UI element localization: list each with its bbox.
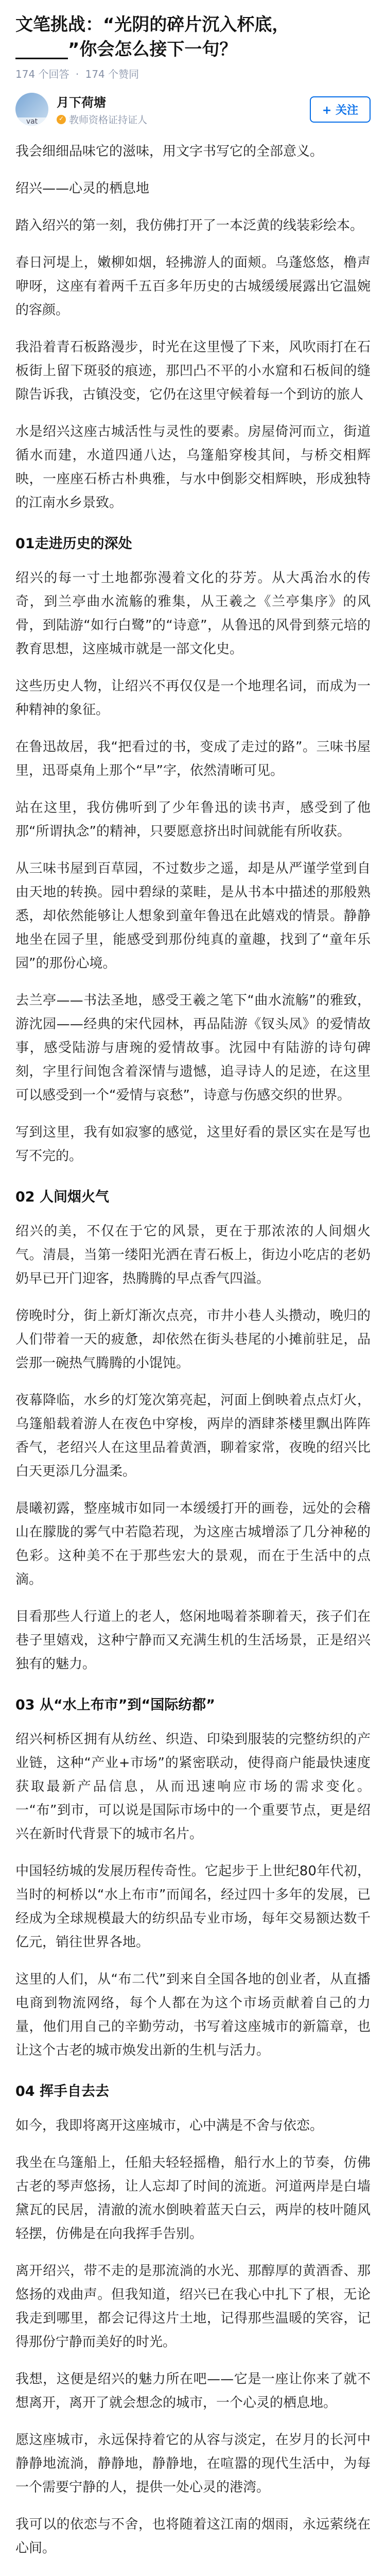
content-paragraph: 水是绍兴这座古城活性与灵性的要素。房屋倚河而立，街道循水而建，水道四通八达，乌篷船穿梭其间，与桥交相辉映，一座座石桥古朴典雅，与水中倒影交相辉映，形成独特的江南水乡景致。: [15, 424, 371, 511]
answer-count: 174 个赞同: [85, 68, 139, 80]
author-info: [57, 92, 310, 126]
content-paragraph: 绍兴的每一寸土地都弥漫着文化的芬芳。从大禹治水的传奇，到兰亭曲水流觞的雅集，从王羲之《兰亭集序》的风骨，到陆游“如行白鹭”的“诗意”，从鲁迅的风骨到蔡元培的教育思想，这座城市就是一部文化史。: [15, 570, 371, 657]
avatar[interactable]: [15, 93, 48, 126]
content-paragraph: 这些历史人物，让绍兴不再仅仅是一个地理名词，而成为一种精神的象征。: [15, 679, 371, 718]
content-paragraph: 在鲁迅故居，我“把看过的书，变成了走过的路”。三味书屋里，迅哥桌角上那个“早”字，依然清晰可见。: [15, 739, 371, 778]
avatar-caption: vat: [15, 117, 48, 126]
question-meta: [15, 66, 371, 81]
content-paragraph: 从三味书屋到百草园，不过数步之遥，却是从严谨学堂到自由天地的转换。园中碧绿的菜畦，是从书本中描述的那般熟悉，却依然能够让人想象到童年鲁迅在此嬉戏的情景。静静地坐在园子里，能感受到那份纯真的童趣，找到了“童年乐园”的那份心境。: [15, 861, 371, 971]
meta-separator: ·: [75, 68, 79, 80]
content-paragraph: 绍兴柯桥区拥有从纺丝、织造、印染到服装的完整纺织的产业链，这种“产业+市场”的紧密联动，使得商户能最快速度获取最新产品信息，从而迅速响应市场的需求变化。一“布”到市，可以说是国际市场中的一个重要节点，更是绍兴在新时代背景下的城市名片。: [15, 1732, 371, 1842]
section-heading: 01走进历史的深处: [15, 536, 132, 552]
content-paragraph: 我会细细品味它的滋味，用文字书写它的全部意义。: [15, 144, 324, 159]
content-paragraph: 写到这里，我有如寂寥的感觉，这里好看的景区实在是写也写不完的。: [15, 1125, 371, 1164]
content-paragraph: 绍兴——心灵的栖息地: [15, 181, 150, 196]
content-paragraph: 绍兴的美，不仅在于它的风景，更在于那浓浓的人间烟火气。清晨，当第一缕阳光洒在青石板上，街边小吃店的老奶奶早已开门迎客，热腾腾的早点香气四溢。: [15, 1224, 371, 1286]
content-paragraph: 傍晚时分，街上新灯渐次点亮，市井小巷人头攒动，晚归的人们带着一天的疲惫，却依然在街头巷尾的小摊前驻足，品尝那一碗热气腾腾的小馄饨。: [15, 1308, 371, 1371]
content-paragraph: 我可以的依恋与不舍，也将随着这江南的烟雨，永远萦绕在心间。: [15, 2517, 371, 2556]
content-paragraph: 离开绍兴，带不走的是那流淌的水光、那醇厚的黄酒香、那悠扬的戏曲声。但我知道，绍兴已在我心中扎下了根，无论我走到哪里，都会记得这片土地，记得那些温暖的笑容，记得那份宁静而美好的时光。: [15, 2263, 371, 2350]
content-paragraph: 站在这里，我仿佛听到了少年鲁迅的读书声，感受到了他那“所谓执念”的精神，只要愿意挤出时间就能有所收获。: [15, 800, 371, 839]
section-heading: 02 人间烟火气: [15, 1189, 109, 1205]
question-title[interactable]: 文笔挑战：“光阴的碎片沉入杯底，______”你会怎么接下一句？: [15, 14, 290, 60]
section-heading: 04 挥手自去去: [15, 2083, 109, 2099]
content-paragraph: 这里的人们，从“布二代”到来自全国各地的创业者，从直播电商到物流网络，每个人都在为这个市场贡献着自己的力量，他们用自己的辛勤劳动，书写着这座城市的新篇章，也让这个古老的城市焕发出新的生机与活力。: [15, 1972, 371, 2058]
follow-count: 174 个回答: [15, 68, 69, 80]
content-paragraph: 我沿着青石板路漫步，时光在这里慢了下来，风吹雨打在石板街上留下斑驳的痕迹，那凹凸不平的小水窟和石板间的缝隙告诉我，古镇没变，它仍在这里守候着每一个到访的旅人: [15, 340, 371, 402]
follow-button[interactable]: + 关注: [310, 96, 371, 123]
verified-badge-icon: [57, 115, 66, 124]
content-paragraph: 春日河堤上，嫩柳如烟，轻拂游人的面颊。乌蓬悠悠，橹声咿呀，这座有着两千五百多年历史的古城缓缓展露出它温婉的容颜。: [15, 255, 371, 318]
author-badge: [57, 112, 310, 126]
content-paragraph: 目看那些人行道上的老人，悠闲地喝着茶聊着天，孩子们在巷子里嬉戏，这种宁静而又充满生机的生活场景，正是绍兴独有的魅力。: [15, 1609, 371, 1672]
author-row: [15, 92, 371, 126]
content-paragraph: 去兰亭——书法圣地，感受王羲之笔下“曲水流觞”的雅致，游沈园——经典的宋代园林，再品陆游《钗头凤》的爱情故事，感受陆游与唐琬的爱情故事。沈园中有陆游的诗句碑刻，字里行间饱含着深情与遗憾，追寻诗人的足迹，在这里可以感受到一个“爱情与哀愁”，诗意与伤感交织的世界。: [15, 993, 371, 1103]
author-badge-text: 教师资格证持证人: [69, 114, 148, 126]
answer-content: [15, 140, 371, 2560]
content-paragraph: 中国轻纺城的发展历程传奇性。它起步于上世纪80年代初，当时的柯桥以“水上布市”而闻名，经过四十多年的发展，已经成为全球规模最大的纺织品专业市场，每年交易额达数千亿元，销往世界各地。: [15, 1863, 371, 1950]
content-paragraph: 夜幕降临，水乡的灯笼次第亮起，河面上倒映着点点灯火，乌篷船载着游人在夜色中穿梭，两岸的酒肆茶楼里飘出阵阵香气，老绍兴人在这里品着黄酒，聊着家常，夜晚的绍兴比白天更添几分温柔。: [15, 1393, 371, 1479]
content-paragraph: 如今，我即将离开这座城市，心中满是不舍与依恋。: [15, 2118, 324, 2133]
content-paragraph: 我想，这便是绍兴的魅力所在吧——它是一座让你来了就不想离开，离开了就会想念的城市，一个心灵的栖息地。: [15, 2371, 371, 2411]
content-paragraph: 我坐在乌篷船上，任船夫轻轻摇橹，船行水上的节奏，仿佛古老的琴声悠扬，让人忘却了时间的流逝。河道两岸是白墙黛瓦的民居，清澈的流水倒映着蓝天白云，两岸的枝叶随风轻摆，仿佛是在向我挥手告别。: [15, 2155, 371, 2242]
author-name[interactable]: 月下荷塘: [57, 95, 106, 110]
content-paragraph: 晨曦初露，整座城市如同一本缓缓打开的画卷，远处的会稽山在朦胧的雾气中若隐若现，为这座古城增添了几分神秘的色彩。这种美不在于那些宏大的景观，而在于生活中的点滴。: [15, 1501, 371, 1587]
content-paragraph: 踏入绍兴的第一刻，我仿佛打开了一本泛黄的线装彩绘本。: [15, 218, 364, 233]
section-heading: 03 从“水上布市”到“国际纺都”: [15, 1697, 215, 1713]
content-paragraph: 愿这座城市，永远保持着它的从容与淡定，在岁月的长河中静静地流淌，静静地，静静地，在喧嚣的现代生活中，为每一个需要宁静的人，提供一处心灵的港湾。: [15, 2432, 371, 2495]
